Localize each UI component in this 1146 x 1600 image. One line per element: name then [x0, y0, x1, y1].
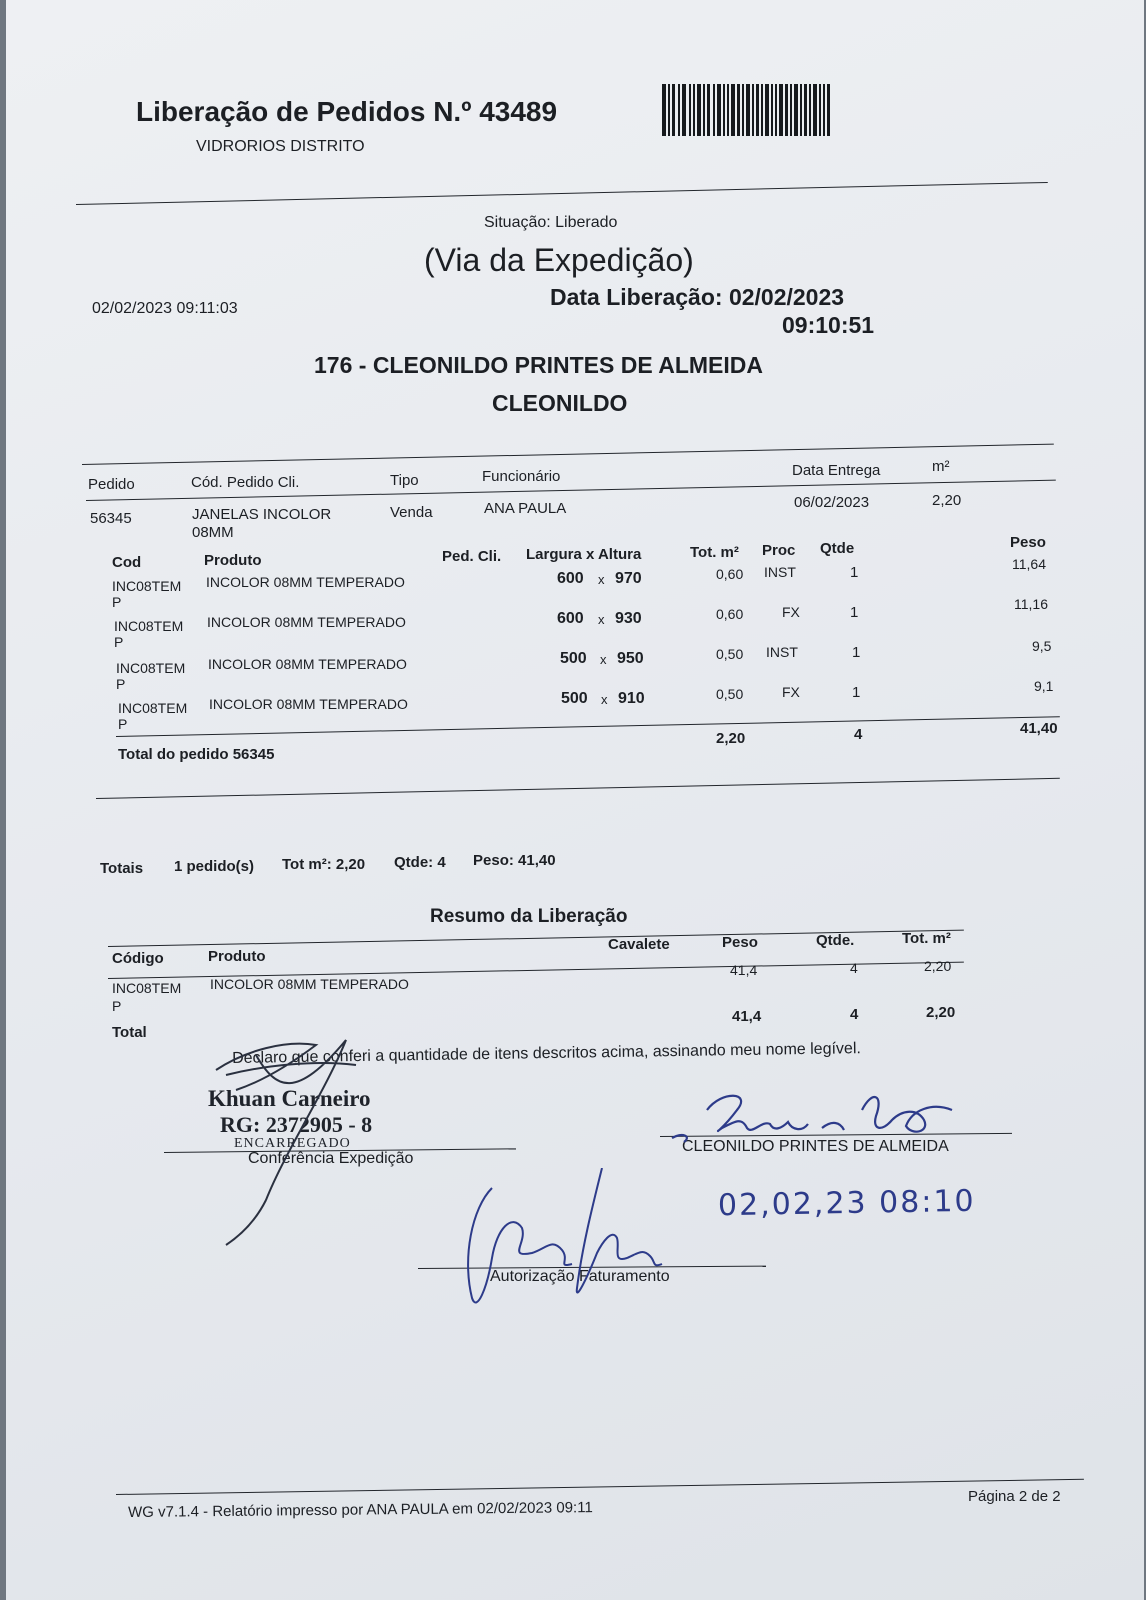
col-data-entrega: Data Entrega	[792, 462, 881, 479]
order-cod-pedido-cli: JANELAS INCOLOR	[192, 506, 332, 523]
item-3-peso: 9,5	[1032, 638, 1052, 654]
conferencia-label: Conferência Expedição	[248, 1150, 414, 1167]
item-3-proc: INST	[766, 644, 798, 660]
via-title: (Via da Expedição)	[424, 242, 694, 278]
item-1-x: x	[598, 572, 605, 587]
footer-line	[116, 1479, 1084, 1495]
item-2-altura: 930	[615, 610, 642, 627]
summary-total-qtde: 4	[850, 1006, 859, 1023]
item-4-proc: FX	[782, 684, 800, 700]
handwritten-datetime: 02,02,23 08:10	[717, 1183, 976, 1224]
totals-pedidos: 1 pedido(s)	[174, 858, 255, 875]
summary-total-tot-m2: 2,20	[926, 1004, 956, 1021]
situation-text: Situação: Liberado	[484, 214, 618, 231]
order-total-bottom-line	[96, 778, 1060, 799]
item-2-qtde: 1	[850, 604, 859, 621]
item-1-proc: INST	[764, 564, 796, 580]
order-cod-pedido-cli-cont: 08MM	[192, 524, 234, 541]
summary-col-peso: Peso	[722, 934, 758, 951]
item-3-x: x	[600, 652, 607, 667]
summary-total-peso: 41,4	[732, 1008, 762, 1025]
item-2-x: x	[598, 612, 605, 627]
summary-row-tot-m2: 2,20	[924, 958, 952, 974]
stamp-role: ENCARREGADO	[234, 1136, 351, 1151]
autorizacao-signature	[452, 1168, 672, 1318]
item-3-produto: INCOLOR 08MM TEMPERADO	[208, 656, 407, 672]
totals-peso: Peso: 41,40	[473, 852, 556, 869]
totals-tot-m2: Tot m²: 2,20	[282, 856, 366, 873]
item-2-peso: 11,16	[1014, 596, 1048, 612]
item-4-qtde: 1	[852, 684, 861, 701]
item-4-tot-m2: 0,50	[716, 686, 744, 702]
item-1-cod-cont: P	[112, 594, 122, 610]
col-m2: m²	[932, 458, 950, 475]
client-signature-name: CLEONILDO PRINTES DE ALMEIDA	[682, 1138, 949, 1155]
order-data-entrega: 06/02/2023	[794, 494, 870, 511]
order-total-top-line	[116, 716, 1060, 737]
item-2-cod-cont: P	[114, 634, 124, 650]
item-4-peso: 9,1	[1034, 678, 1054, 694]
item-3-cod-cont: P	[116, 676, 126, 692]
item-1-qtde: 1	[850, 564, 859, 581]
order-m2: 2,20	[932, 492, 962, 509]
item-2-proc: FX	[782, 604, 800, 620]
client-signature-line	[660, 1133, 1012, 1137]
summary-row-qtde: 4	[850, 960, 858, 976]
item-2-cod: INC08TEM	[114, 618, 184, 634]
order-total-peso: 41,40	[1020, 720, 1058, 737]
item-4-largura: 500	[561, 690, 588, 707]
summary-row-produto: INCOLOR 08MM TEMPERADO	[210, 976, 409, 992]
totals-qtde: Qtde: 4	[394, 854, 446, 871]
summary-row-cod-cont: P	[112, 998, 122, 1014]
stamp-name: Khuan Carneiro	[208, 1086, 371, 1111]
summary-col-qtde: Qtde.	[816, 932, 855, 949]
order-total-tot-m2: 2,20	[716, 730, 746, 747]
summary-total-label: Total	[112, 1024, 147, 1041]
item-3-largura: 500	[560, 650, 587, 667]
item-4-cod: INC08TEM	[118, 700, 188, 716]
item-1-peso: 11,64	[1012, 556, 1046, 572]
item-1-cod: INC08TEM	[112, 578, 182, 594]
col-peso: Peso	[1010, 534, 1046, 551]
col-pedido: Pedido	[88, 476, 135, 493]
release-date: Data Liberação: 02/02/2023	[550, 284, 845, 310]
summary-title: Resumo da Liberação	[430, 906, 628, 927]
order-total-qtde: 4	[854, 726, 863, 743]
item-3-qtde: 1	[852, 644, 861, 661]
item-1-altura: 970	[615, 570, 642, 587]
summary-col-codigo: Código	[112, 950, 164, 967]
item-2-produto: INCOLOR 08MM TEMPERADO	[207, 614, 406, 630]
summary-col-cavalete: Cavalete	[608, 936, 670, 953]
item-1-largura: 600	[557, 570, 584, 587]
footer-page-number: Página 2 de 2	[968, 1488, 1061, 1505]
document-page	[6, 0, 1144, 1600]
col-proc: Proc	[762, 542, 796, 559]
client-name: 176 - CLEONILDO PRINTES DE ALMEIDA	[314, 352, 763, 378]
item-4-cod-cont: P	[118, 716, 128, 732]
col-cod-pedido-cli: Cód. Pedido Cli.	[191, 474, 300, 491]
item-4-altura: 910	[618, 690, 645, 707]
totals-label: Totais	[100, 860, 144, 877]
item-1-produto: INCOLOR 08MM TEMPERADO	[206, 574, 405, 590]
col-largura-altura: Largura x Altura	[526, 546, 642, 563]
item-2-tot-m2: 0,60	[716, 606, 744, 622]
col-produto: Produto	[204, 552, 262, 569]
order-total-label: Total do pedido 56345	[118, 746, 275, 763]
barcode-icon	[662, 84, 830, 136]
document-title: Liberação de Pedidos N.º 43489	[136, 96, 558, 127]
autorizacao-label: Autorização Faturamento	[490, 1268, 670, 1285]
col-ped-cli: Ped. Cli.	[442, 548, 502, 565]
item-4-produto: INCOLOR 08MM TEMPERADO	[209, 696, 408, 712]
item-3-altura: 950	[617, 650, 644, 667]
summary-row-cod: INC08TEM	[112, 980, 182, 996]
item-3-tot-m2: 0,50	[716, 646, 744, 662]
item-3-cod: INC08TEM	[116, 660, 186, 676]
stamp-rg: RG: 2372905 - 8	[220, 1112, 373, 1137]
order-funcionario: ANA PAULA	[484, 500, 567, 517]
col-qtde: Qtde	[820, 540, 855, 557]
col-cod: Cod	[112, 554, 142, 571]
order-pedido: 56345	[90, 510, 132, 527]
footer-report-info: WG v7.1.4 - Relatório impresso por ANA PAULA em 02/02/2023 09:11	[128, 1499, 593, 1521]
summary-col-tot-m2: Tot. m²	[902, 930, 951, 947]
col-tipo: Tipo	[390, 472, 419, 489]
declaration-text: Declaro que conferi a quantidade de itens descritos acima, assinando meu nome legível.	[232, 1040, 862, 1067]
header-divider	[76, 182, 1048, 205]
release-time: 09:10:51	[782, 312, 875, 338]
item-1-tot-m2: 0,60	[716, 566, 744, 582]
col-funcionario: Funcionário	[482, 468, 561, 485]
print-datetime: 02/02/2023 09:11:03	[92, 300, 238, 317]
summary-col-produto: Produto	[208, 948, 266, 965]
item-2-largura: 600	[557, 610, 584, 627]
summary-row-peso: 41,4	[730, 962, 758, 978]
order-header-top-line	[82, 444, 1054, 465]
client-short-name: CLEONILDO	[492, 390, 628, 416]
item-4-x: x	[601, 692, 608, 707]
col-tot-m2: Tot. m²	[690, 544, 739, 561]
company-name: VIDRORIOS DISTRITO	[196, 138, 365, 155]
order-tipo: Venda	[390, 504, 433, 521]
